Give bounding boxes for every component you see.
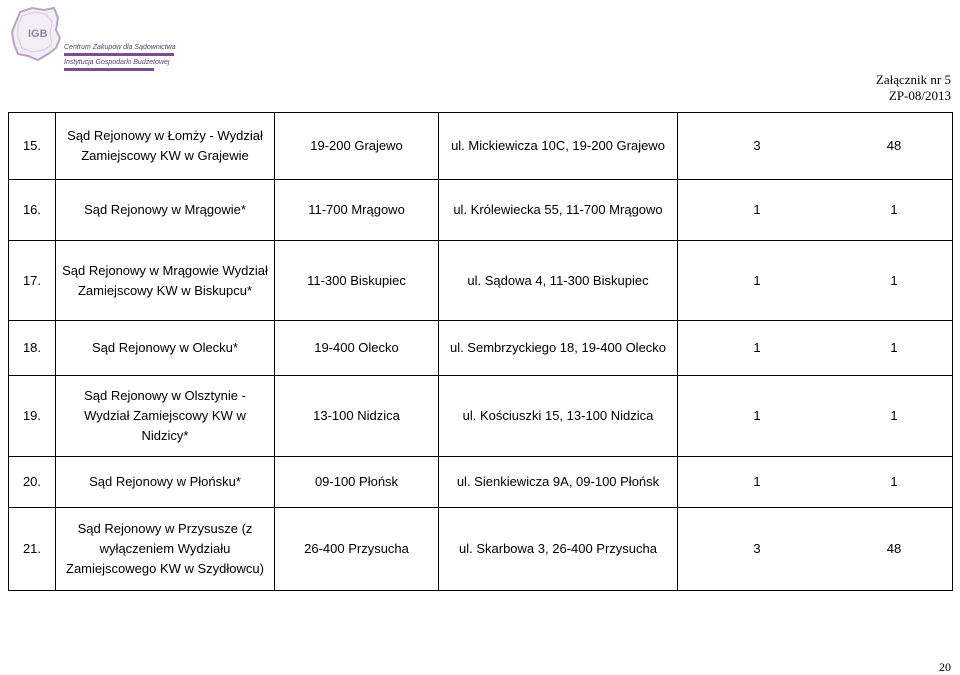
row-number: 20. [9,457,56,508]
logo-line2: Instytucja Gospodarki Budżetowej [64,59,170,66]
quantity-a: 3 [678,508,837,591]
court-name: Sąd Rejonowy w Przysusze (z wyłączeniem Wydziału Zamiejscowego KW w Szydłowcu) [56,508,275,591]
logo-acronym: IGB [28,28,48,40]
quantity-b: 48 [836,113,953,180]
quantity-b: 1 [836,376,953,457]
quantity-a: 1 [678,376,837,457]
quantity-b: 48 [836,508,953,591]
quantity-b: 1 [836,180,953,241]
quantity-a: 1 [678,321,837,376]
igb-logo [8,4,178,70]
court-address: ul. Sienkiewicza 9A, 09-100 Płońsk [439,457,678,508]
row-number: 19. [9,376,56,457]
row-number: 21. [9,508,56,591]
annex-label: Załącznik nr 5 [875,72,951,87]
row-number: 16. [9,180,56,241]
table-row [9,180,953,241]
postal-city: 19-200 Grajewo [275,113,439,180]
court-address: ul. Mickiewicza 10C, 19-200 Grajewo [439,113,678,180]
court-name: Sąd Rejonowy w Olsztynie - Wydział Zamiejscowy KW w Nidzicy* [56,376,275,457]
postal-city: 11-700 Mrągowo [275,180,439,241]
quantity-a: 1 [678,180,837,241]
annex-ref: ZP-08/2013 [888,88,951,103]
quantity-b: 1 [836,321,953,376]
court-name: Sąd Rejonowy w Mrągowie Wydział Zamiejscowy KW w Biskupcu* [56,241,275,321]
postal-city: 26-400 Przysucha [275,508,439,591]
table-row [9,241,953,321]
row-number: 18. [9,321,56,376]
table-row [9,508,953,591]
logo-divider [64,53,174,56]
court-name: Sąd Rejonowy w Łomży - Wydział Zamiejscowy KW w Grajewie [56,113,275,180]
postal-city: 09-100 Płońsk [275,457,439,508]
quantity-a: 3 [678,113,837,180]
table-row [9,321,953,376]
quantity-b: 1 [836,241,953,321]
court-address: ul. Sądowa 4, 11-300 Biskupiec [439,241,678,321]
table-row [9,457,953,508]
quantity-b: 1 [836,457,953,508]
court-address: ul. Sembrzyckiego 18, 19-400 Olecko [439,321,678,376]
court-name: Sąd Rejonowy w Mrągowie* [56,180,275,241]
table-row [9,376,953,457]
quantity-a: 1 [678,457,837,508]
court-address: ul. Skarbowa 3, 26-400 Przysucha [439,508,678,591]
postal-city: 19-400 Olecko [275,321,439,376]
court-address: ul. Królewiecka 55, 11-700 Mrągowo [439,180,678,241]
court-address: ul. Kościuszki 15, 13-100 Nidzica [439,376,678,457]
logo-line1: Centrum Zakupów dla Sądownictwa [64,44,176,51]
quantity-a: 1 [678,241,837,321]
annex-header [876,72,951,104]
postal-city: 13-100 Nidzica [275,376,439,457]
row-number: 15. [9,113,56,180]
court-name: Sąd Rejonowy w Olecku* [56,321,275,376]
logo-divider [64,68,154,71]
postal-city: 11-300 Biskupiec [275,241,439,321]
page-number: 20 [939,660,951,674]
courts-table [8,112,953,591]
row-number: 17. [9,241,56,321]
court-name: Sąd Rejonowy w Płońsku* [56,457,275,508]
table-row [9,113,953,180]
